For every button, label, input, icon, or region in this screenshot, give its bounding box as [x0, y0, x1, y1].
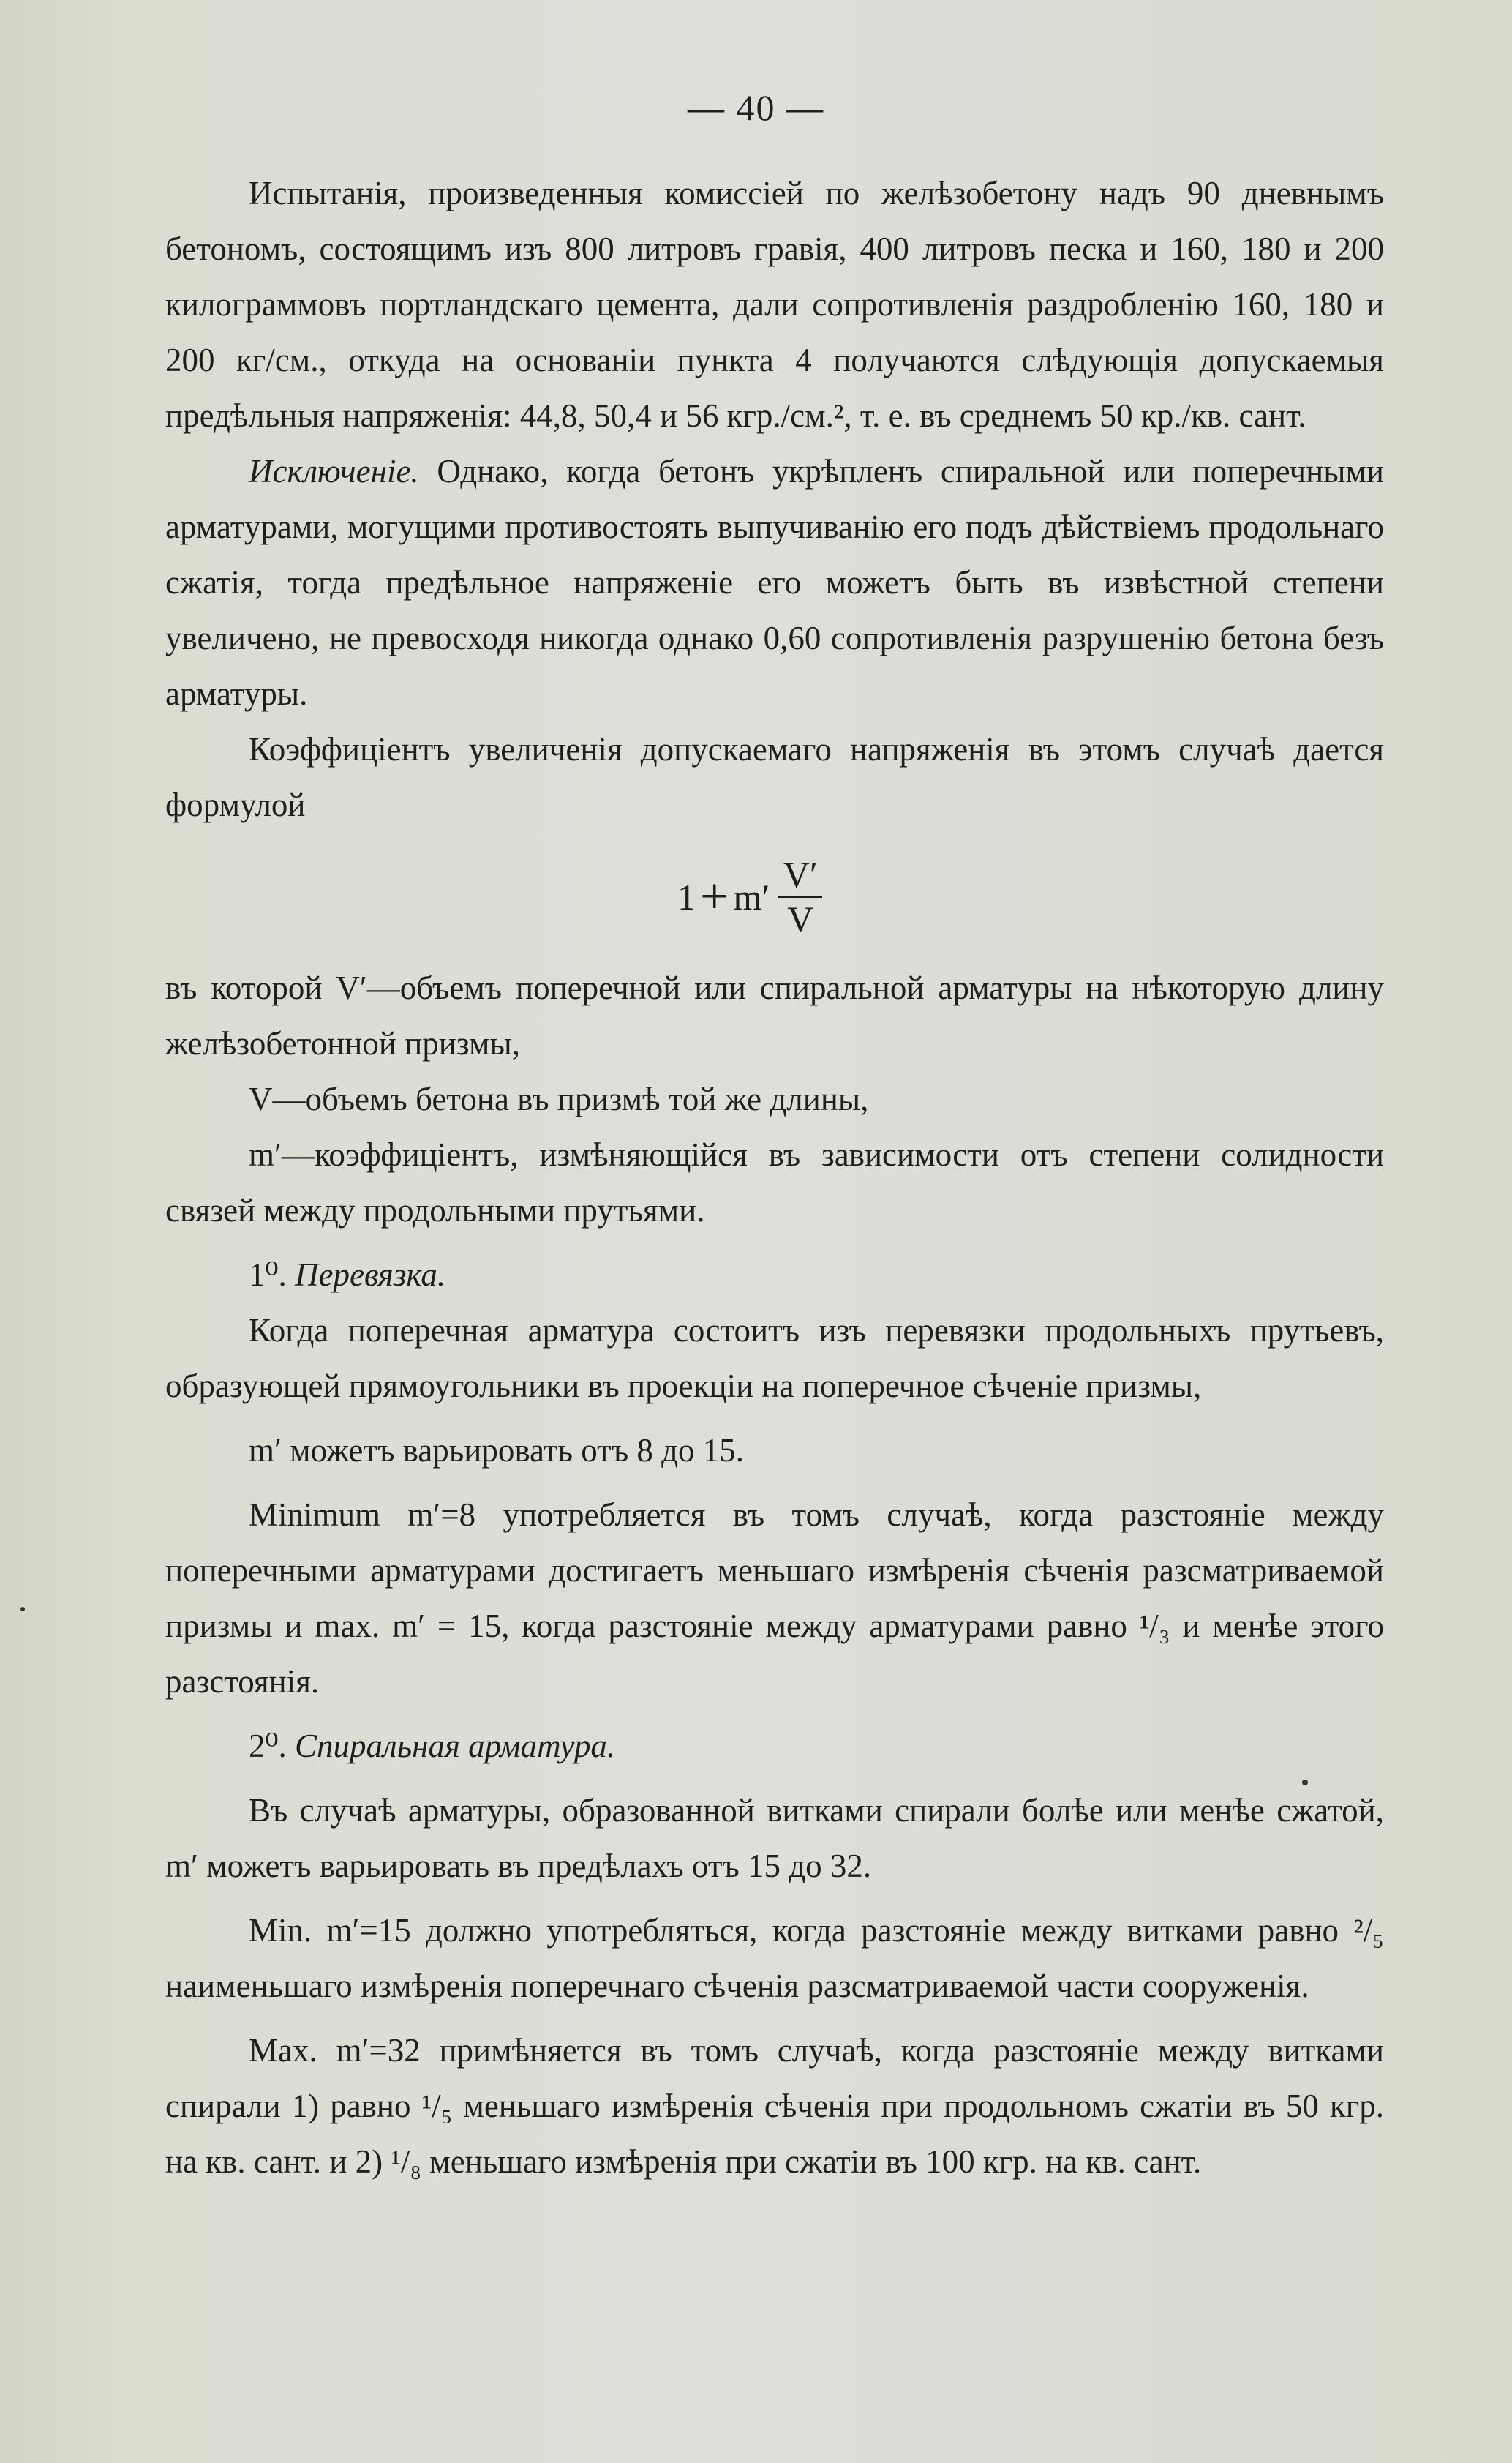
- paragraph-coefficient: Коэффиціентъ увеличенія допускаемаго напряженія въ этомъ случаѣ дается формулой: [165, 731, 1384, 823]
- section-2-title: Спиральная арматура.: [295, 1728, 616, 1764]
- paragraph-v-prime: въ которой V′—объемъ поперечной или спиральной арматуры на нѣкоторую длину желѣзобетонной призмы,: [165, 970, 1384, 1062]
- section-2-number: 2⁰.: [249, 1728, 287, 1764]
- paragraph-max-spiral: Max. m′=32 примѣняется въ томъ случаѣ, когда разстояніе между витками спирали 1) равно ¹/₅ меньшаго измѣренія сѣченія при продольномъ сжатіи въ 50 кгр. на кв. сант. и 2) ¹/₈ меньшаго измѣренія при сжатіи въ 100 кгр. на кв. сант.: [165, 2032, 1384, 2180]
- body-text: [165, 165, 1384, 2189]
- paragraph-minimum: Minimum m′=8 употребляется въ томъ случаѣ, когда разстояніе между поперечными арматурами достигаетъ меньшаго измѣренія сѣченія разсматриваемой призмы и max. m′ = 15, когда разстояніе между арматурами равно ¹/₃ и менѣе этого разстоянія.: [165, 1496, 1384, 1700]
- formula-m: m′: [733, 876, 770, 918]
- paragraph-v: V—объемъ бетона въ призмѣ той же длины,: [249, 1081, 869, 1117]
- paragraph-m-prime: m′—коэффиціентъ, измѣняющійся въ зависимости отъ степени солидности связей между продольными прутьями.: [165, 1136, 1384, 1229]
- section-heading-2: [165, 1718, 1384, 1774]
- formula-denominator: V: [787, 899, 814, 940]
- section-1-number: 1⁰.: [249, 1256, 287, 1293]
- exception-label: Исключеніе.: [249, 453, 419, 490]
- paragraph-tie: Когда поперечная арматура состоитъ изъ перевязки продольныхъ прутьевъ, образующей прямоугольники въ проекціи на поперечное сѣченіе призмы,: [165, 1312, 1384, 1404]
- ink-spot: [1302, 1780, 1308, 1785]
- paragraph-tests: Испытанія, произведенныя комиссіей по желѣзобетону надъ 90 дневнымъ бетономъ, состоящимъ изъ 800 литровъ гравія, 400 литровъ песка и 160, 180 и 200 килограммовъ портландскаго цемента, дали сопротивленія раздробленію 160, 180 и 200 кг/см., откуда на основаніи пункта 4 получаются слѣдующія допускаемыя предѣльныя напряженія: 44,8, 50,4 и 56 кгр./см.², т. е. въ среднемъ 50 кр./кв. сант.: [165, 175, 1384, 434]
- section-1-title: Перевязка.: [295, 1256, 446, 1293]
- paragraph-min-spiral: Min. m′=15 должно употребляться, когда разстояніе между витками равно ²/₅ наименьшаго измѣренія поперечнаго сѣченія разсматриваемой части сооруженія.: [165, 1912, 1384, 2004]
- formula-plus: +: [700, 868, 729, 925]
- paragraph-exception: [165, 443, 1384, 721]
- formula: [165, 833, 1384, 960]
- paragraph-spiral: Въ случаѣ арматуры, образованной витками спирали болѣе или менѣе сжатой, m′ можетъ варьировать въ предѣлахъ отъ 15 до 32.: [165, 1792, 1384, 1884]
- formula-fraction: [778, 853, 822, 940]
- formula-expression: [677, 853, 822, 940]
- ink-spot: [20, 1607, 25, 1611]
- paragraph-m-range: m′ можетъ варьировать отъ 8 до 15.: [249, 1432, 744, 1469]
- formula-one: 1: [677, 876, 696, 918]
- page-number: — 40 —: [688, 87, 824, 128]
- section-heading-1: [165, 1247, 1384, 1302]
- formula-numerator: V′: [783, 854, 818, 895]
- exception-text: Однако, когда бетонъ укрѣпленъ спиральной или поперечными арматурами, могущими противостоять выпучиванію его подъ дѣйствіемъ продольнаго сжатія, тогда предѣльное напряженіе его можетъ быть въ извѣстной степени увеличено, не превосходя никогда однако 0,60 сопротивленія разрушенію бетона безъ арматуры.: [165, 453, 1384, 712]
